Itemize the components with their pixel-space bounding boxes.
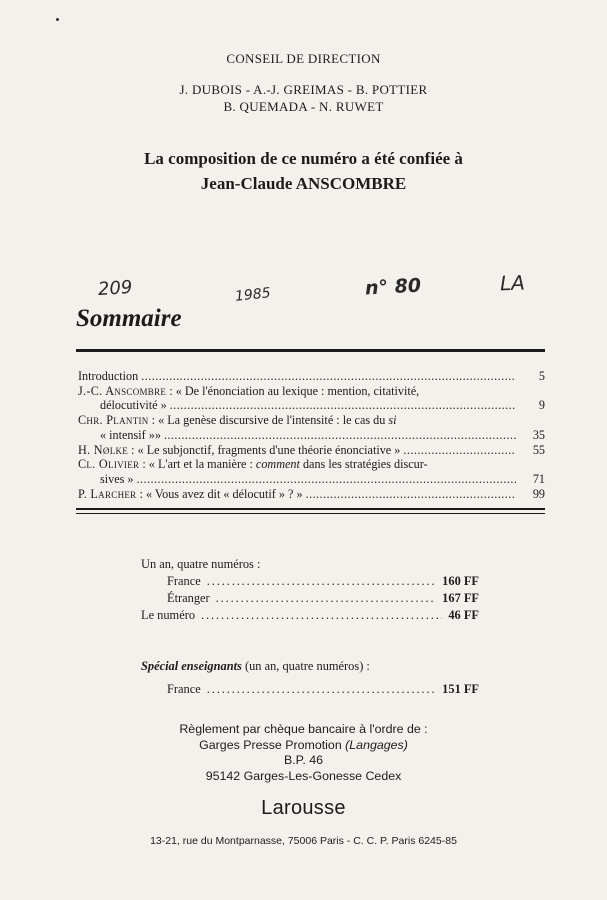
price-leader-dots bbox=[201, 608, 442, 623]
toc-leader-dots bbox=[141, 369, 516, 384]
toc-entry-title: : « Le subjonctif, fragments d'une théorie énonciative » bbox=[128, 442, 401, 457]
handwritten-note-initials: LA bbox=[499, 270, 526, 296]
special-heading-bold: Spécial enseignants bbox=[141, 659, 242, 673]
price-leader-dots bbox=[207, 682, 436, 697]
toc-entry-author: P. Larcher bbox=[78, 486, 137, 501]
toc-top-rule bbox=[76, 349, 545, 352]
toc-entry-page: 5 bbox=[538, 369, 545, 383]
price-row-numero bbox=[141, 608, 479, 623]
price-leader-dots bbox=[207, 574, 436, 589]
composition-note bbox=[0, 146, 607, 196]
council-title: CONSEIL DE DIRECTION bbox=[226, 51, 381, 66]
paper-speck bbox=[56, 18, 59, 21]
toc-entry-title: : « De l'énonciation au lexique : mention, citativité, bbox=[166, 383, 420, 398]
toc-entry-page: 71 bbox=[532, 471, 545, 486]
toc-bottom-rule-thin bbox=[76, 513, 545, 514]
payment-line-4: 95142 Garges-Les-Gonesse Cedex bbox=[205, 768, 402, 783]
toc-entry-page: 9 bbox=[538, 398, 545, 413]
handwritten-note-year: 1985 bbox=[234, 285, 272, 305]
handwritten-note-issue: n° 80 bbox=[364, 274, 422, 300]
toc-leader-dots bbox=[137, 472, 516, 487]
sommaire-heading: Sommaire bbox=[76, 305, 182, 332]
toc-leader-dots bbox=[170, 398, 516, 413]
council-members-line-1: J. DUBOIS - A.-J. GREIMAS - B. POTTIER bbox=[179, 82, 428, 97]
toc-entry-author: Chr. Plantin bbox=[78, 413, 149, 428]
table-of-contents bbox=[78, 369, 545, 501]
toc-entry-author: J.-C. Anscombre bbox=[78, 383, 167, 398]
toc-bottom-rule bbox=[76, 508, 545, 510]
toc-entry-title-cont: sives » bbox=[100, 471, 134, 486]
toc-entry-title-italic: comment bbox=[255, 457, 300, 472]
toc-entry[interactable] bbox=[78, 443, 545, 458]
price-value: 160 FF bbox=[442, 574, 479, 588]
toc-entry[interactable] bbox=[78, 457, 545, 472]
price-value: 167 FF bbox=[442, 591, 479, 605]
payment-payee: Garges Presse Promotion bbox=[199, 737, 346, 752]
toc-entry[interactable] bbox=[78, 384, 545, 399]
toc-entry-continuation[interactable] bbox=[78, 428, 545, 443]
toc-leader-dots bbox=[164, 428, 516, 443]
publisher-address: 13-21, rue du Montparnasse, 75006 Paris - C. C. P. Paris 6245-85 bbox=[150, 835, 457, 847]
toc-entry-title: : « La genèse discursive de l'intensité : le cas du bbox=[148, 413, 389, 428]
toc-entry-title-rest: dans les stratégies discur- bbox=[299, 457, 428, 472]
toc-entry-page: 99 bbox=[532, 486, 545, 501]
special-heading-rest: (un an, quatre numéros) : bbox=[241, 659, 370, 673]
payment-line-3: B.P. 46 bbox=[283, 753, 324, 767]
price-row-etranger bbox=[141, 591, 479, 606]
price-row-france bbox=[141, 574, 479, 589]
toc-entry-title: : « Vous avez dit « délocutif » ? » bbox=[136, 486, 303, 501]
publisher-logo: Larousse bbox=[261, 797, 346, 819]
toc-entry-title: : « L'art et la manière : bbox=[139, 457, 256, 472]
toc-leader-dots bbox=[403, 443, 516, 458]
payment-instructions bbox=[0, 722, 607, 784]
toc-leader-dots bbox=[306, 487, 516, 502]
price-value: 46 FF bbox=[448, 608, 479, 622]
subscription-heading: Un an, quatre numéros : bbox=[141, 557, 261, 571]
payment-line-2 bbox=[0, 738, 607, 754]
price-label: Étranger bbox=[167, 591, 210, 605]
payment-line-1: Règlement par chèque bancaire à l'ordre de : bbox=[179, 722, 428, 736]
composition-line-1: La composition de ce numéro a été confiée à bbox=[144, 149, 463, 168]
toc-entry[interactable] bbox=[78, 487, 545, 502]
price-label: France bbox=[167, 574, 201, 588]
special-subscription-heading bbox=[141, 659, 370, 674]
toc-entry-title: Introduction bbox=[78, 369, 139, 383]
price-label: France bbox=[167, 682, 201, 696]
toc-entry[interactable] bbox=[78, 369, 545, 384]
composition-editor: Jean-Claude ANSCOMBRE bbox=[200, 174, 407, 193]
toc-entry-page: 35 bbox=[532, 427, 545, 442]
toc-entry-author: H. Nølke bbox=[78, 442, 129, 457]
toc-entry-title-italic: si bbox=[388, 413, 397, 428]
price-value: 151 FF bbox=[442, 682, 479, 696]
payment-payee-italic: (Langages) bbox=[345, 737, 408, 752]
price-leader-dots bbox=[216, 591, 437, 606]
toc-entry-continuation[interactable] bbox=[78, 398, 545, 413]
toc-entry[interactable] bbox=[78, 413, 545, 428]
toc-entry-author: Cl. Olivier bbox=[78, 457, 140, 472]
toc-entry-page: 55 bbox=[532, 442, 545, 457]
toc-entry-title-cont: « intensif »» bbox=[100, 427, 161, 442]
price-label: Le numéro bbox=[141, 608, 196, 622]
toc-entry-title-cont: délocutivité » bbox=[100, 398, 167, 413]
price-row-special-france bbox=[141, 682, 479, 697]
handwritten-note-number: 209 bbox=[97, 276, 134, 301]
council-members-line-2: B. QUEMADA - N. RUWET bbox=[223, 99, 384, 114]
toc-entry-continuation[interactable] bbox=[78, 472, 545, 487]
